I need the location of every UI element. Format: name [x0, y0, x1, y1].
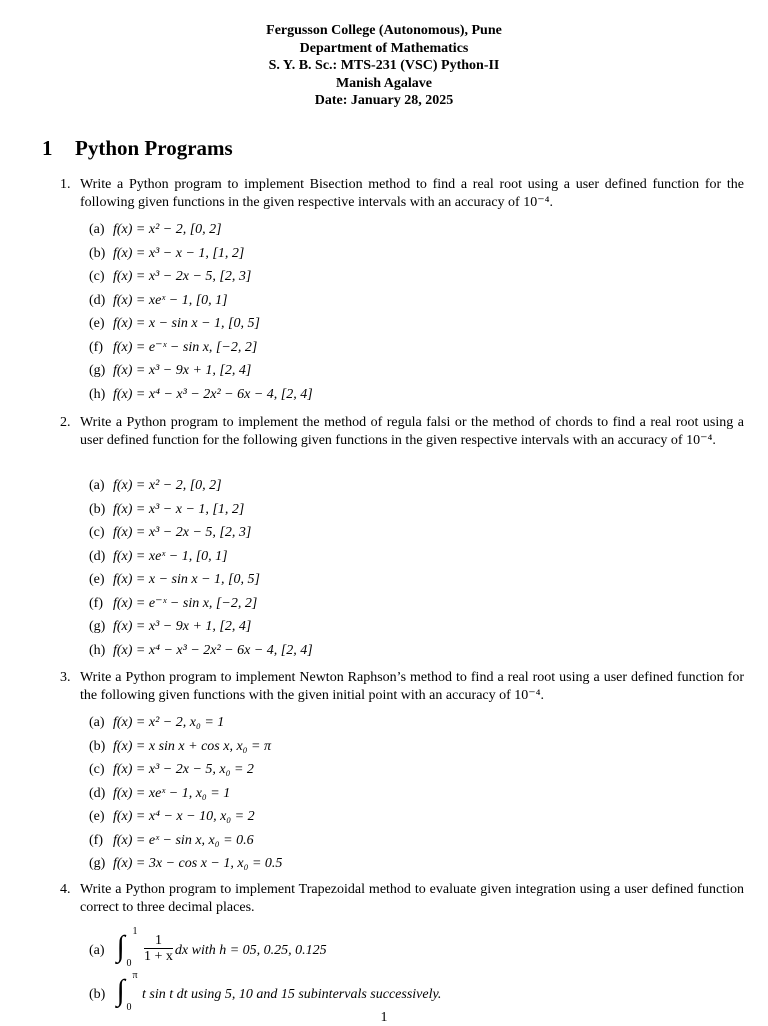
list-item: (a) f(x) = x² − 2, [0, 2]	[89, 222, 222, 237]
list-item: (b) f(x) = x³ − x − 1, [1, 2]	[89, 501, 245, 517]
document-header	[0, 22, 768, 110]
list-item: (g) f(x) = x³ − 9x + 1, [2, 4]	[89, 619, 252, 634]
list-item: (f) f(x) = e⁻ˣ − sin x, [−2, 2]	[89, 595, 258, 611]
problem-text: Write a Python program to implement the method of regula falsi or the method of chords to find a real root using a user defined function for the following given functions in the given respective intervals with an accuracy of 10⁻⁴.	[80, 415, 744, 448]
author-name: Manish Agalave	[335, 75, 433, 91]
list-item: (g) f(x) = 3x − cos x − 1, x₀ = 0.5	[89, 856, 283, 871]
problem-1	[60, 176, 744, 212]
list-item: (b) f(x) = x³ − x − 1, [1, 2]	[89, 245, 245, 261]
problem-text: Write a Python program to implement Newton Raphson’s method to find a real root using a user defined function for the following given functions with the given initial point with an accuracy of 10⁻⁴.	[80, 670, 744, 703]
problem-1-items	[89, 221, 313, 409]
list-item: (e) f(x) = x⁴ − x − 10, x₀ = 2	[89, 809, 255, 824]
problem-number: 1.	[60, 177, 71, 192]
upper-limit: π	[132, 970, 138, 981]
department-name: Department of Mathematics	[299, 40, 469, 56]
list-item: (h) f(x) = x⁴ − x³ − 2x² − 6x − 4, [2, 4]	[89, 642, 313, 658]
section-title: Python Programs	[75, 136, 233, 160]
college-name: Fergusson College (Autonomous), Pune	[266, 23, 502, 38]
list-item: (e) f(x) = x − sin x − 1, [0, 5]	[89, 316, 260, 331]
problem-4	[60, 881, 744, 917]
document-date: Date: January 28, 2025	[314, 93, 454, 109]
problem-number: 4.	[60, 882, 71, 897]
lower-limit: 0	[126, 958, 132, 969]
integral-sign: ∫ 1 0	[116, 926, 138, 969]
list-item: (d) f(x) = xeˣ − 1, x₀ = 1	[89, 785, 231, 801]
problem-2-items	[89, 477, 313, 665]
list-item: (a) f(x) = x² − 2, x₀ = 1	[89, 715, 225, 730]
list-item: (c) f(x) = x³ − 2x − 5, x₀ = 2	[89, 762, 254, 777]
list-item: (f) f(x) = eˣ − sin x, x₀ = 0.6	[89, 832, 254, 848]
problem-2	[60, 414, 744, 450]
list-item: (e) f(x) = x − sin x − 1, [0, 5]	[89, 572, 260, 587]
integral-item-b: (b) ∫ π 0 t sin t dt using 5, 10 and 15 subintervals successively.	[89, 970, 442, 1013]
lower-limit: 0	[126, 1002, 132, 1013]
list-item: (d) f(x) = xeˣ − 1, [0, 1]	[89, 548, 228, 564]
section-heading	[42, 136, 233, 161]
list-item: (f) f(x) = e⁻ˣ − sin x, [−2, 2]	[89, 339, 258, 355]
problem-text: Write a Python program to implement Trapezoidal method to evaluate given integration using a user defined function correct to three decimal places.	[80, 882, 744, 915]
section-number: 1	[42, 136, 53, 160]
problem-3	[60, 669, 744, 705]
problem-number: 3.	[60, 670, 71, 685]
list-item: (c) f(x) = x³ − 2x − 5, [2, 3]	[89, 525, 252, 540]
course-code: S. Y. B. Sc.: MTS-231 (VSC) Python-II	[268, 58, 500, 74]
list-item: (h) f(x) = x⁴ − x³ − 2x² − 6x − 4, [2, 4]	[89, 386, 313, 402]
list-item: (c) f(x) = x³ − 2x − 5, [2, 3]	[89, 269, 252, 284]
list-item: (d) f(x) = xeˣ − 1, [0, 1]	[89, 292, 228, 308]
problem-text: Write a Python program to implement Bisection method to find a real root using a user defined function for the following given functions in the given respective intervals with an accuracy of 10⁻⁴.	[80, 177, 744, 210]
problem-3-items	[89, 714, 282, 879]
integral-item-a: (a) ∫ 1 0 $\frac{1}{1 + x}$ dx with h = 05, 0.25, 0.125	[89, 926, 327, 969]
upper-limit: 1	[132, 926, 138, 937]
page-number: 1	[380, 1010, 388, 1025]
list-item: (a) f(x) = x² − 2, [0, 2]	[89, 478, 222, 493]
list-item: (g) f(x) = x³ − 9x + 1, [2, 4]	[89, 363, 252, 378]
fraction: $\frac{1}{1 + x}$	[144, 933, 173, 965]
problem-number: 2.	[60, 415, 71, 430]
list-item: (b) f(x) = x sin x + cos x, x₀ = π	[89, 738, 272, 754]
integral-sign: ∫ π 0	[116, 970, 138, 1013]
